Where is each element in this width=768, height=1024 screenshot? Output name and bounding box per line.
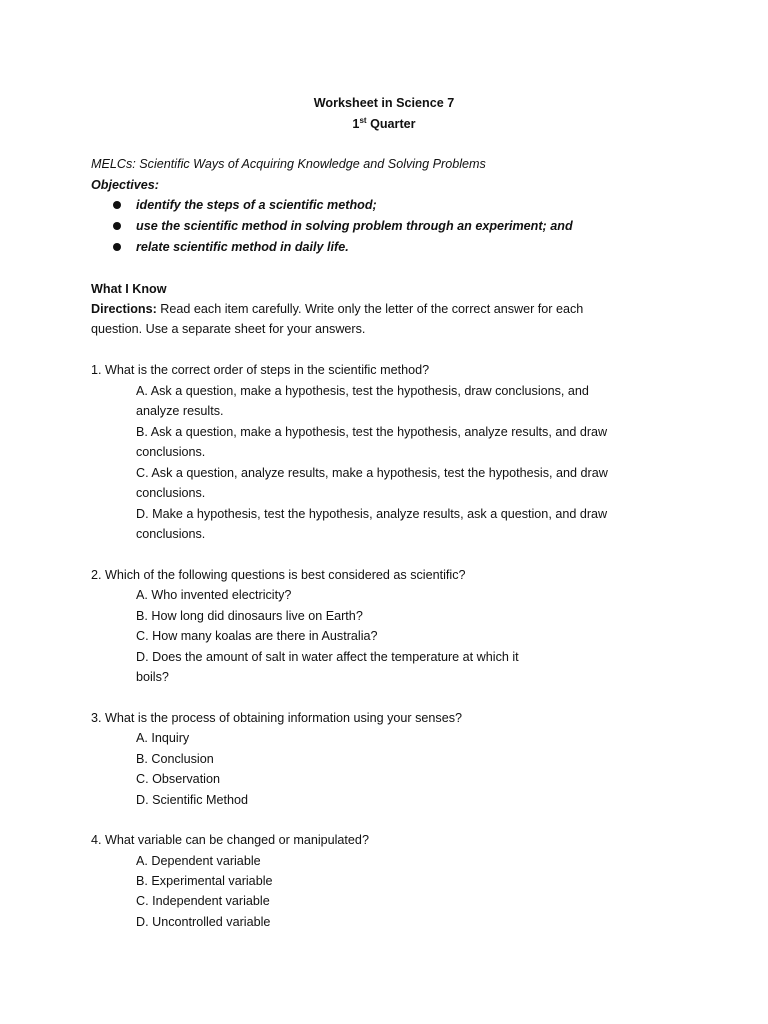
answer-option: D. Make a hypothesis, test the hypothesis, analyze results, ask a question, and draw	[136, 507, 608, 521]
question-text: 3. What is the process of obtaining information using your senses?	[91, 711, 463, 725]
directions-line-2: question. Use a separate sheet for your answers.	[91, 322, 366, 336]
answer-option: A. Inquiry	[136, 731, 190, 745]
section-heading: What I Know	[91, 282, 167, 296]
answer-option: D. Uncontrolled variable	[136, 915, 271, 929]
directions-line-1	[91, 299, 583, 319]
melcs-line: MELCs: Scientific Ways of Acquiring Knowledge and Solving Problems	[91, 157, 486, 171]
quarter-heading	[0, 114, 768, 134]
quarter-ordinal-suffix: st	[359, 115, 367, 125]
directions-label: Directions:	[91, 302, 157, 316]
objective-item: identify the steps of a scientific method;	[136, 198, 377, 212]
question-text: 4. What variable can be changed or manipulated?	[91, 833, 369, 847]
answer-option-continued: boils?	[136, 670, 169, 684]
answer-option: C. Observation	[136, 772, 220, 786]
answer-option: D. Does the amount of salt in water affect the temperature at which it	[136, 650, 519, 664]
answer-option-continued: conclusions.	[136, 445, 206, 459]
bullet-icon	[113, 222, 121, 230]
answer-option: C. Ask a question, analyze results, make a hypothesis, test the hypothesis, and draw	[136, 466, 608, 480]
answer-option: D. Scientific Method	[136, 793, 248, 807]
bullet-icon	[113, 201, 121, 209]
answer-option: B. Experimental variable	[136, 874, 273, 888]
answer-option: A. Ask a question, make a hypothesis, test the hypothesis, draw conclusions, and	[136, 384, 589, 398]
objective-item: relate scientific method in daily life.	[136, 240, 349, 254]
quarter-word: Quarter	[370, 117, 416, 131]
answer-option: A. Dependent variable	[136, 854, 261, 868]
quarter-number: 1	[352, 117, 360, 131]
question-text: 2. Which of the following questions is best considered as scientific?	[91, 568, 466, 582]
page-title: Worksheet in Science 7	[313, 96, 455, 110]
answer-option: B. Ask a question, make a hypothesis, test the hypothesis, analyze results, and draw	[136, 425, 608, 439]
answer-option: B. Conclusion	[136, 752, 214, 766]
answer-option: C. How many koalas are there in Australia?	[136, 629, 378, 643]
answer-option: A. Who invented electricity?	[136, 588, 292, 602]
answer-option: C. Independent variable	[136, 894, 270, 908]
answer-option-continued: conclusions.	[136, 527, 206, 541]
objective-item: use the scientific method in solving problem through an experiment; and	[136, 219, 573, 233]
question-text: 1. What is the correct order of steps in the scientific method?	[91, 363, 430, 377]
answer-option-continued: analyze results.	[136, 404, 224, 418]
answer-option-continued: conclusions.	[136, 486, 206, 500]
directions-text: Read each item carefully. Write only the letter of the correct answer for each	[156, 302, 584, 316]
bullet-icon	[113, 243, 121, 251]
objectives-label: Objectives:	[91, 178, 159, 192]
answer-option: B. How long did dinosaurs live on Earth?	[136, 609, 363, 623]
